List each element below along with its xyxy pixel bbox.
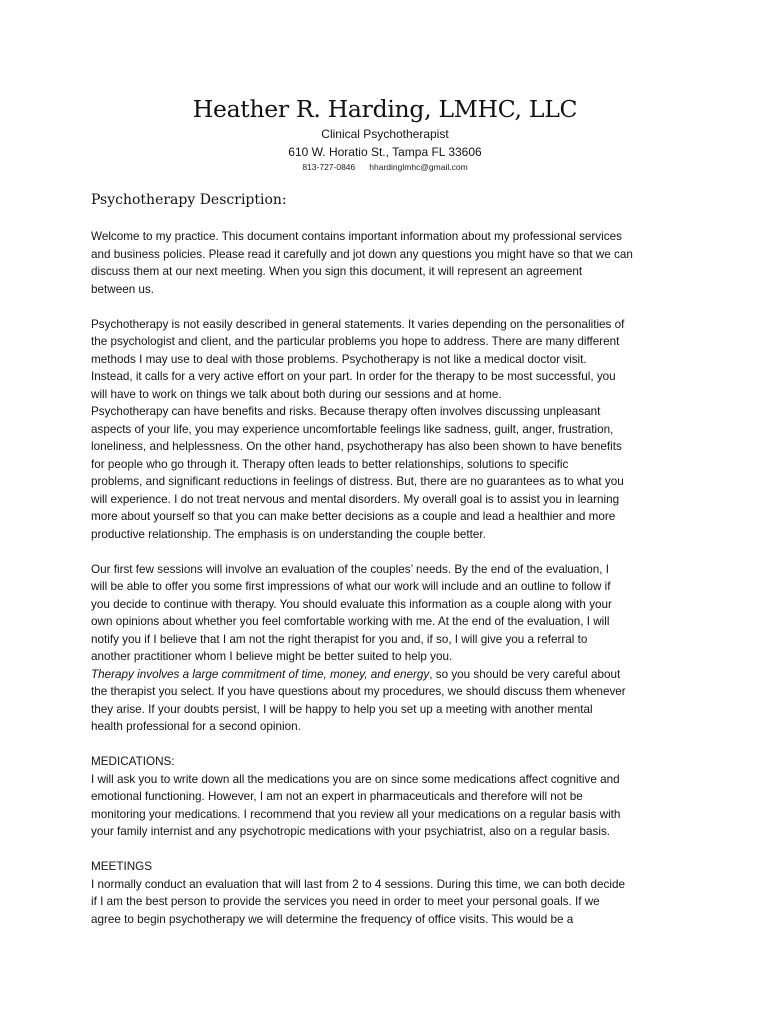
medications-heading: MEDICATIONS:	[91, 755, 175, 768]
paragraph-welcome	[91, 228, 691, 298]
text-line: Psychotherapy is not easily described in general statements. It varies depending on the personalities of	[91, 317, 625, 331]
section-heading: Psychotherapy Description:	[91, 192, 287, 208]
text-line: own opinions about whether you feel comfortable working with me. At the end of the evaluation, I will	[91, 615, 610, 628]
text-line: the therapist you select. If you have questions about my procedures, we should discuss them whenever	[91, 685, 626, 698]
practice-email: hhardinglmhc@gmail.com	[369, 162, 468, 172]
text-line	[91, 666, 691, 684]
text-line: Our first few sessions will involve an evaluation of the couples’ needs. By the end of the evaluation, I	[91, 562, 610, 576]
text-line: notify you if I believe that I am not the right therapist for you and, if so, I will give you a referral to	[91, 632, 588, 646]
text-line: I normally conduct an evaluation that will last from 2 to 4 sessions. During this time, we can both decide	[91, 877, 625, 891]
text-line: Welcome to my practice. This document contains important information about my professional services	[91, 230, 622, 243]
text-line: agree to begin psychotherapy we will determine the frequency of office visits. This would be a	[91, 912, 574, 926]
practice-name: Heather R. Harding, LMHC, LLC	[192, 95, 578, 123]
text-line: monitoring your medications. I recommend that you review all your medications on a regular basis with	[91, 807, 621, 821]
text-line: and business policies. Please read it carefully and jot down any questions you might have so that we can	[91, 247, 633, 261]
text-line: more about yourself so that you can make better decisions as a couple and lead a healthier and more	[91, 510, 616, 523]
text-line: will be able to offer you some first impressions of what our work will include and an outline to follow if	[91, 580, 611, 593]
text-line: they arise. If your doubts persist, I will be happy to help you set up a meeting with another mental	[91, 702, 593, 716]
text-line: will have to work on things we talk about both during our sessions and at home.	[91, 387, 502, 401]
text-line: you decide to continue with therapy. You should evaluate this information as a couple along with your	[91, 597, 612, 611]
meetings-heading: MEETINGS	[91, 860, 153, 873]
text-line: the psychologist and client, and the particular problems you hope to address. There are many different	[91, 335, 620, 348]
text-line: emotional functioning. However, I am not an expert in pharmaceuticals and therefore will not be	[91, 790, 583, 803]
paragraph-benefits	[91, 403, 691, 543]
text-line: for people who go through it. Therapy often leads to better relationships, solutions to specific	[91, 457, 569, 471]
text-line: Instead, it calls for a very active effort on your part. In order for the therapy to be most successful, you	[91, 370, 616, 383]
text-line: between us.	[91, 282, 155, 296]
paragraph-sessions	[91, 561, 691, 666]
paragraph-commitment	[91, 666, 691, 736]
text-line: I will ask you to write down all the medications you are on since some medications affect cognitive and	[91, 772, 620, 786]
practice-address: 610 W. Horatio St., Tampa FL 33606	[288, 145, 482, 159]
text-line: discuss them at our next meeting. When you sign this document, it will represent an agreement	[91, 265, 583, 278]
text-line: will experience. I do not treat nervous and mental disorders. My overall goal is to assist you in learning	[91, 492, 620, 506]
text-line: productive relationship. The emphasis is on understanding the couple better.	[91, 527, 486, 541]
text-line: health professional for a second opinion.	[91, 720, 301, 733]
practice-contact	[0, 161, 770, 173]
document-body	[91, 228, 691, 928]
practice-phone: 813-727-0846	[302, 162, 356, 172]
text-line: loneliness, and helplessness. On the other hand, psychotherapy has also been shown to have benefits	[91, 440, 622, 453]
text-line: Psychotherapy can have benefits and risks. Because therapy often involves discussing unpleasant	[91, 405, 601, 418]
text-line: problems, and significant reductions in feelings of distress. But, there are no guarantees as to what you	[91, 475, 624, 488]
text-fragment: , so you should be very careful about	[429, 667, 621, 681]
text-line: if I am the best person to provide the services you need in order to meet your personal goals. If we	[91, 895, 600, 908]
paragraph-psychotherapy	[91, 316, 691, 404]
practice-title: Clinical Psychotherapist	[321, 127, 449, 141]
text-line: another practitioner whom I believe might be better suited to help you.	[91, 650, 453, 663]
text-line: aspects of your life, you may experience uncomfortable feelings like sadness, guilt, anger, frustration,	[91, 422, 614, 436]
text-line: methods I may use to deal with those problems. Psychotherapy is not like a medical doctor visit.	[91, 352, 587, 366]
section-meetings	[91, 858, 691, 928]
text-line: your family internist and any psychotropic medications with your psychiatrist, also on a regular basis.	[91, 825, 611, 838]
section-medications	[91, 753, 691, 841]
italic-emphasis: Therapy involves a large commitment of time, money, and energy	[91, 667, 430, 681]
